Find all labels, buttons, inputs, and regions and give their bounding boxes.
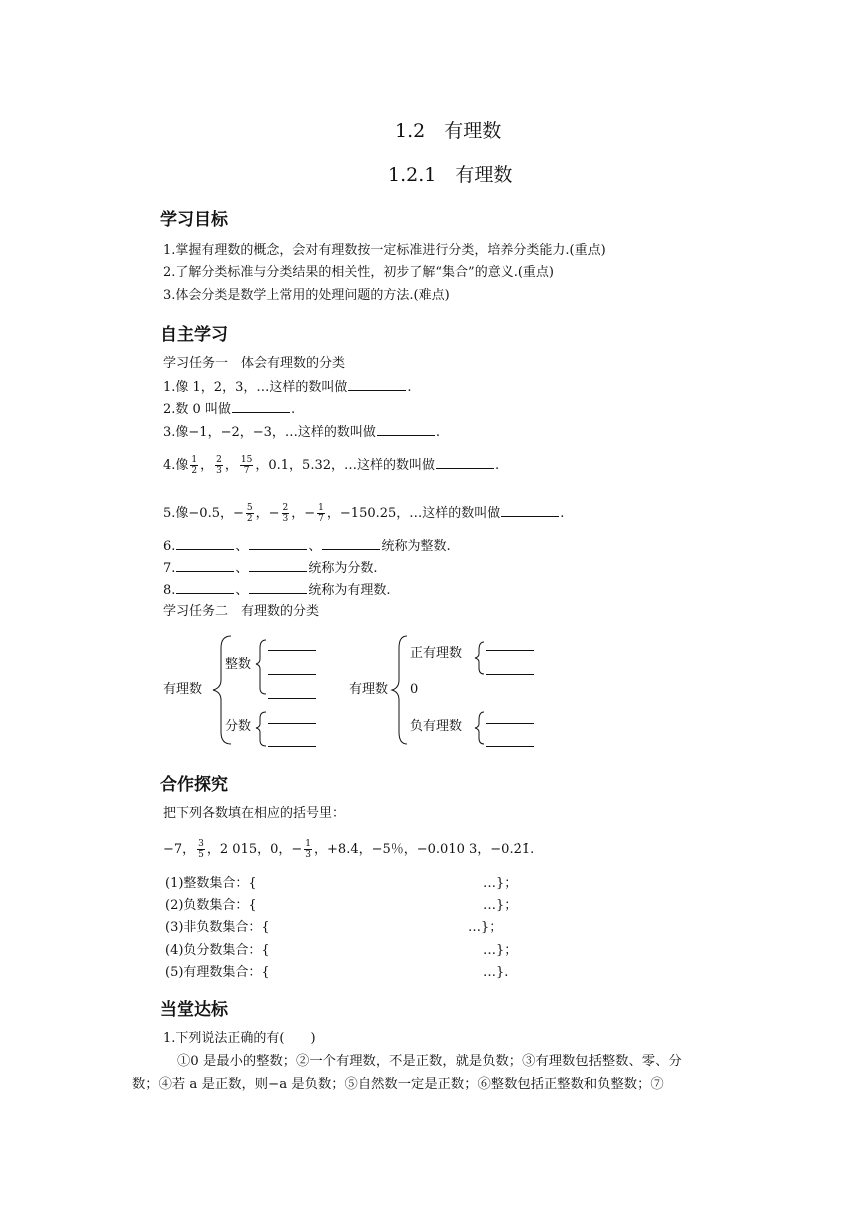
question-3-text: 3.像−1，−2，−3，…这样的数叫做 xyxy=(163,425,376,440)
set-negative-fraction-label: (4)负分数集合：{ xyxy=(165,943,270,958)
separator: 、 xyxy=(308,539,322,554)
fraction: $\frac{2}{3}$ xyxy=(282,503,289,524)
task1-label: 学习任务一 体会有理数的分类 xyxy=(163,356,346,371)
answer-blank[interactable] xyxy=(486,723,534,724)
question-3-end: . xyxy=(435,425,441,440)
answer-blank[interactable] xyxy=(268,674,316,675)
answer-blank[interactable] xyxy=(486,674,534,675)
number-list xyxy=(163,839,534,860)
answer-blank[interactable] xyxy=(486,746,534,747)
question-1-text: 1.像 1，2，3，…这样的数叫做 xyxy=(163,380,348,395)
question-2-text: 2.数 0 叫做 xyxy=(163,402,231,417)
standard-question-1: 1.下列说法正确的有( ) xyxy=(163,1031,316,1046)
separator: 、 xyxy=(235,539,249,554)
diagram-right-negative: 负有理数 xyxy=(410,719,463,734)
set-negative-label: (2)负数集合：{ xyxy=(165,898,257,913)
question-8-text: 8. xyxy=(163,583,176,598)
question-6-end: 统称为整数. xyxy=(381,539,451,554)
standard-question-1-line2: 数；④若 a 是正数，则−a 是负数；⑤自然数一定是正数；⑥整数包括正整数和负整数；⑦ xyxy=(132,1077,664,1092)
answer-blank[interactable] xyxy=(268,650,316,651)
standard-question-1-line1: ①0 是最小的整数；②一个有理数，不是正数，就是负数；③有理数包括整数、零、分 xyxy=(177,1054,682,1069)
diagram-left-root: 有理数 xyxy=(163,682,203,697)
question-4: 4.像 $\frac{1}{2}$ ， $\frac{2}{3}$ ， $\frac{15}{7}$ ，0.1，5.32，…这样的数叫做 . xyxy=(163,455,500,476)
fraction: $\frac{2}{3}$ xyxy=(216,455,222,476)
goals-heading: 学习目标 xyxy=(160,210,228,230)
question-6-text: 6. xyxy=(163,539,176,554)
goal-item-3: 3.体会分类是数学上常用的处理问题的方法.(难点) xyxy=(163,288,450,303)
self-study-heading: 自主学习 xyxy=(160,325,228,345)
question-5-mid: −150.25，…这样的数叫做 xyxy=(339,506,501,521)
question-4-mid: 0.1，5.32，…这样的数叫做 xyxy=(268,458,435,473)
separator: 、 xyxy=(235,561,249,576)
diagram-right-zero: 0 xyxy=(410,682,419,697)
answer-blank[interactable] xyxy=(268,723,316,724)
number-text: −7， xyxy=(163,842,196,857)
question-7-text: 7. xyxy=(163,561,176,576)
number-text: ，+8.4，−5％，−0.010 3，−0.2̇1̇. xyxy=(314,842,535,857)
set-integer-label: (1)整数集合：{ xyxy=(165,876,257,891)
answer-blank[interactable] xyxy=(268,746,316,747)
question-7-end: 统称为分数. xyxy=(308,561,378,576)
fraction: $\frac{5}{2}$ xyxy=(246,503,253,524)
goal-item-2: 2.了解分类标准与分类结果的相关性，初步了解“集合”的意义.(重点) xyxy=(163,265,554,280)
answer-blank[interactable] xyxy=(486,650,534,651)
question-4-text: 4.像 xyxy=(163,458,189,473)
diagram-left-fraction: 分数 xyxy=(225,719,252,734)
chapter-title: 1.2 有理数 xyxy=(395,120,502,142)
diagram-right-positive: 正有理数 xyxy=(410,646,463,661)
question-1-end: . xyxy=(407,380,412,395)
set-rational-end: …}. xyxy=(483,965,509,980)
fraction: $\frac{1}{7}$ xyxy=(318,503,324,524)
question-5-end: . xyxy=(560,506,565,521)
cooperate-heading: 合作探究 xyxy=(160,775,228,795)
separator: 、 xyxy=(235,583,249,598)
goal-item-1: 1.掌握有理数的概念，会对有理数按一定标准进行分类，培养分类能力.(重点) xyxy=(163,243,606,258)
answer-blank[interactable] xyxy=(268,698,316,699)
question-2-end: . xyxy=(290,402,296,417)
number-text: ，2 015，0，− xyxy=(206,842,303,857)
cooperate-instruction: 把下列各数填在相应的括号里： xyxy=(163,806,346,821)
fraction: $\frac{1}{3}$ xyxy=(305,839,312,860)
set-negative-fraction-end: …}； xyxy=(483,943,518,958)
set-negative-end: …}； xyxy=(483,898,518,913)
question-5-text: 5.像−0.5，− xyxy=(163,506,244,521)
question-8-end: 统称为有理数. xyxy=(308,583,391,598)
task2-label: 学习任务二 有理数的分类 xyxy=(163,604,320,619)
fraction: $\frac{3}{5}$ xyxy=(198,839,204,860)
set-nonnegative-end: …}； xyxy=(468,920,503,935)
question-4-end: . xyxy=(495,458,500,473)
fraction: $\frac{15}{7}$ xyxy=(240,455,253,476)
set-nonnegative-label: (3)非负数集合：{ xyxy=(165,920,270,935)
fraction: $\frac{1}{2}$ xyxy=(191,455,198,476)
question-5: 5.像−0.5，− $\frac{5}{2}$ ，− $\frac{2}{3}$ ，− $\frac{1}{7}$ ，−150.25，…这样的数叫做 . xyxy=(163,503,565,524)
diagram-right-root: 有理数 xyxy=(349,682,389,697)
diagram-left-integer: 整数 xyxy=(225,657,252,672)
standard-heading: 当堂达标 xyxy=(160,1000,228,1020)
set-rational-label: (5)有理数集合：{ xyxy=(165,965,270,980)
section-title: 1.2.1 有理数 xyxy=(388,164,513,186)
set-integer-end: …}； xyxy=(483,876,518,891)
